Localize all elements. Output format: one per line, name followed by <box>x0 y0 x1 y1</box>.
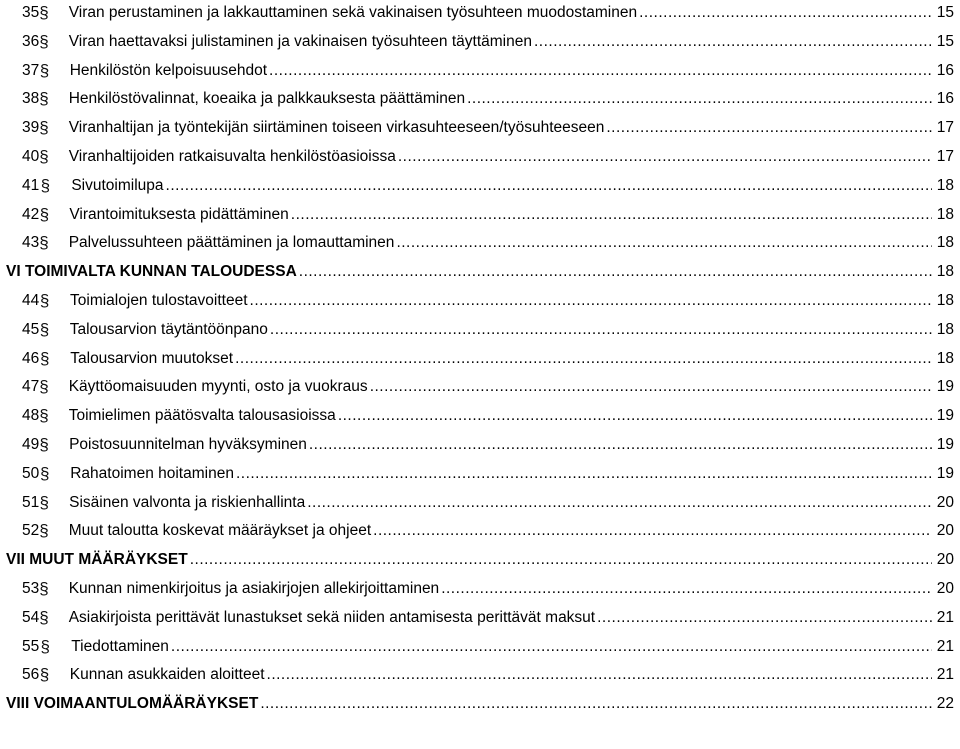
toc-entry-title: Toimialojen tulostavoitteet <box>70 292 248 309</box>
toc-entry[interactable] <box>6 115 954 141</box>
toc-entry-number: 54 <box>22 608 40 626</box>
dot-leader <box>235 346 932 372</box>
toc-entry[interactable] <box>6 461 954 487</box>
section-sign-icon: § <box>39 319 50 339</box>
section-sign-icon: § <box>39 665 50 685</box>
toc-entry[interactable] <box>6 576 954 602</box>
section-sign-icon: § <box>39 118 49 138</box>
toc-entry-number: 44 <box>22 292 40 309</box>
toc-entry-title: VIII VOIMAANTULOMÄÄRÄYKSET <box>6 695 259 713</box>
toc-entry-number: 56 <box>22 666 40 684</box>
toc-entry-title: Virantoimituksesta pidättäminen <box>69 205 289 223</box>
toc-entry[interactable] <box>6 490 954 516</box>
dot-leader <box>606 115 932 141</box>
dot-leader <box>338 403 932 429</box>
section-sign-icon: § <box>39 204 50 224</box>
section-sign-icon: § <box>39 607 49 627</box>
section-sign-icon: § <box>39 291 50 310</box>
section-sign-icon: § <box>39 406 49 426</box>
toc-entry[interactable] <box>6 173 954 199</box>
toc-entry[interactable] <box>6 317 954 343</box>
toc-page-number: 19 <box>936 407 954 425</box>
section-sign-icon: § <box>40 348 50 368</box>
toc-entry-title: Henkilöstövalinnat, koeaika ja palkkauksesta päättäminen <box>68 90 466 108</box>
toc-entry[interactable] <box>6 144 954 170</box>
toc-page-number: 16 <box>936 90 954 108</box>
toc-entry-title: Talousarvion täytäntöönpano <box>69 320 268 338</box>
toc-entry-title: Rahatoimen hoitaminen <box>70 464 234 482</box>
toc-page-number: 15 <box>936 4 954 21</box>
toc-entry[interactable] <box>6 403 954 429</box>
section-sign-icon: § <box>39 147 49 166</box>
toc-entry-title: VII MUUT MÄÄRÄYKSET <box>6 551 188 569</box>
dot-leader <box>250 288 932 314</box>
toc-page-number: 20 <box>936 522 954 540</box>
toc-entry[interactable] <box>6 58 954 84</box>
section-sign-icon: § <box>40 636 50 656</box>
toc-entry-number: 35 <box>22 4 40 21</box>
toc-entry-title: Viranhaltijan ja työntekijän siirtäminen toiseen virkasuhteeseen/työsuhteeseen <box>68 119 605 137</box>
toc-page-number: 21 <box>936 666 954 684</box>
section-sign-icon: § <box>39 521 49 541</box>
toc-entry[interactable] <box>6 662 954 688</box>
toc-entry-number: 42 <box>22 205 40 223</box>
toc-entry-title: Sivutoimilupa <box>71 176 164 194</box>
toc-entry-title: Viran perustaminen ja lakkauttaminen sekä vakinaisen työsuhteen muodostaminen <box>68 4 638 21</box>
dot-leader <box>190 547 932 573</box>
dot-leader <box>299 259 932 285</box>
toc-page-number: 17 <box>936 148 954 165</box>
toc-entry-number: 47 <box>22 378 40 396</box>
dot-leader <box>236 461 932 487</box>
dot-leader <box>396 230 932 256</box>
section-sign-icon: § <box>39 3 49 22</box>
dot-leader <box>534 29 932 55</box>
section-sign-icon: § <box>39 233 49 253</box>
toc-entry-title: Muut taloutta koskevat määräykset ja ohjeet <box>68 522 372 540</box>
toc-entry-title: Henkilöstön kelpoisuusehdot <box>69 61 268 79</box>
toc-entry-number: 55 <box>22 637 40 655</box>
dot-leader <box>270 317 932 343</box>
toc-entry-title: Poistosuunnitelman hyväksyminen <box>69 436 307 453</box>
dot-leader <box>597 605 932 631</box>
dot-leader <box>309 432 932 458</box>
toc-entry[interactable] <box>6 432 954 458</box>
toc-page-number: 18 <box>936 205 954 223</box>
toc-entry-number: 39 <box>22 119 40 137</box>
toc-entry-number: 53 <box>22 580 40 597</box>
toc-entry[interactable] <box>6 29 954 55</box>
toc-entry[interactable] <box>6 518 954 544</box>
toc-entry-number: 50 <box>22 464 40 482</box>
toc-entry-title: Talousarvion muutokset <box>70 349 234 367</box>
toc-entry-title: Kunnan nimenkirjoitus ja asiakirjojen allekirjoittaminen <box>68 580 440 597</box>
toc-entry-title: Viranhaltijoiden ratkaisuvalta henkilöstöasioissa <box>68 148 396 165</box>
toc-entry-number: 48 <box>22 407 40 425</box>
toc-entry-title: Asiakirjoista perittävät lunastukset sekä niiden antamisesta perittävät maksut <box>68 608 596 626</box>
toc-entry-number: 37 <box>22 61 40 79</box>
toc-page-number: 22 <box>936 695 954 713</box>
toc-page-number: 15 <box>936 32 954 50</box>
toc-entry[interactable] <box>6 634 954 660</box>
toc-entry[interactable] <box>6 605 954 631</box>
toc-entry-number: 51 <box>22 493 40 511</box>
section-sign-icon: § <box>39 60 50 80</box>
dot-leader <box>307 490 932 516</box>
section-sign-icon: § <box>39 31 49 51</box>
toc-entry-number: 38 <box>22 90 40 108</box>
section-sign-icon: § <box>39 435 49 454</box>
toc-page-number: 19 <box>936 378 954 396</box>
toc-page-number: 17 <box>936 119 954 137</box>
toc-entry-title: Käyttöomaisuuden myynti, osto ja vuokraus <box>68 378 368 396</box>
dot-leader <box>166 173 932 199</box>
section-sign-icon: § <box>39 89 49 109</box>
toc-page-number: 18 <box>936 234 954 252</box>
toc-entry-number: 46 <box>22 349 40 367</box>
toc-entry[interactable] <box>6 0 954 26</box>
toc-entry-title: Kunnan asukkaiden aloitteet <box>69 666 265 684</box>
section-sign-icon: § <box>40 175 51 195</box>
toc-entry-number: 40 <box>22 148 40 165</box>
toc-entry-title: Toimielimen päätösvalta talousasioissa <box>68 407 336 425</box>
toc-page-number: 20 <box>936 551 954 569</box>
toc-entry-title: Palvelussuhteen päättäminen ja lomauttaminen <box>68 234 395 252</box>
toc-page-number: 18 <box>936 176 954 194</box>
dot-leader <box>291 202 932 228</box>
toc-entry[interactable] <box>6 86 954 112</box>
toc-entry-number: 49 <box>22 436 40 453</box>
toc-heading[interactable] <box>6 547 954 573</box>
toc-entry[interactable] <box>6 346 954 372</box>
toc-entry-number: 45 <box>22 320 40 338</box>
toc-page-number: 21 <box>936 637 954 655</box>
toc-page-number: 19 <box>936 464 954 482</box>
toc-page-number: 18 <box>936 263 954 281</box>
toc-entry-number: 52 <box>22 522 40 540</box>
toc-entry[interactable] <box>6 374 954 400</box>
toc-page-number: 20 <box>936 580 954 597</box>
toc-entry-number: 36 <box>22 32 40 50</box>
toc-entry-title: Sisäinen valvonta ja riskienhallinta <box>69 493 306 511</box>
section-sign-icon: § <box>39 377 49 397</box>
dot-leader <box>171 634 932 660</box>
toc-entry-number: 41 <box>22 176 40 194</box>
toc-heading[interactable] <box>6 691 954 717</box>
dot-leader <box>370 374 932 400</box>
toc-page-number: 18 <box>936 349 954 367</box>
toc-entry-number: 43 <box>22 234 40 252</box>
toc-entry[interactable] <box>6 230 954 256</box>
toc-page-number: 18 <box>936 292 954 309</box>
toc-entry-title: VI TOIMIVALTA KUNNAN TALOUDESSA <box>6 263 297 281</box>
toc-heading[interactable] <box>6 259 954 285</box>
dot-leader <box>441 576 932 602</box>
dot-leader <box>373 518 932 544</box>
toc-entry[interactable] <box>6 202 954 228</box>
toc-page-number: 21 <box>936 608 954 626</box>
section-sign-icon: § <box>39 492 49 512</box>
dot-leader <box>260 691 932 717</box>
dot-leader <box>639 0 932 26</box>
toc-page-number: 16 <box>936 61 954 79</box>
section-sign-icon: § <box>39 579 49 598</box>
dot-leader <box>269 58 932 84</box>
toc-entry-title: Viran haettavaksi julistaminen ja vakinaisen työsuhteen täyttäminen <box>68 32 532 50</box>
section-sign-icon: § <box>40 463 50 483</box>
toc-page-number: 20 <box>936 493 954 511</box>
toc-entry[interactable] <box>6 288 954 314</box>
toc-entry-title: Tiedottaminen <box>71 637 169 655</box>
toc-page-number: 19 <box>936 436 954 453</box>
dot-leader <box>398 144 932 170</box>
dot-leader <box>467 86 932 112</box>
dot-leader <box>267 662 932 688</box>
toc-page-number: 18 <box>936 320 954 338</box>
